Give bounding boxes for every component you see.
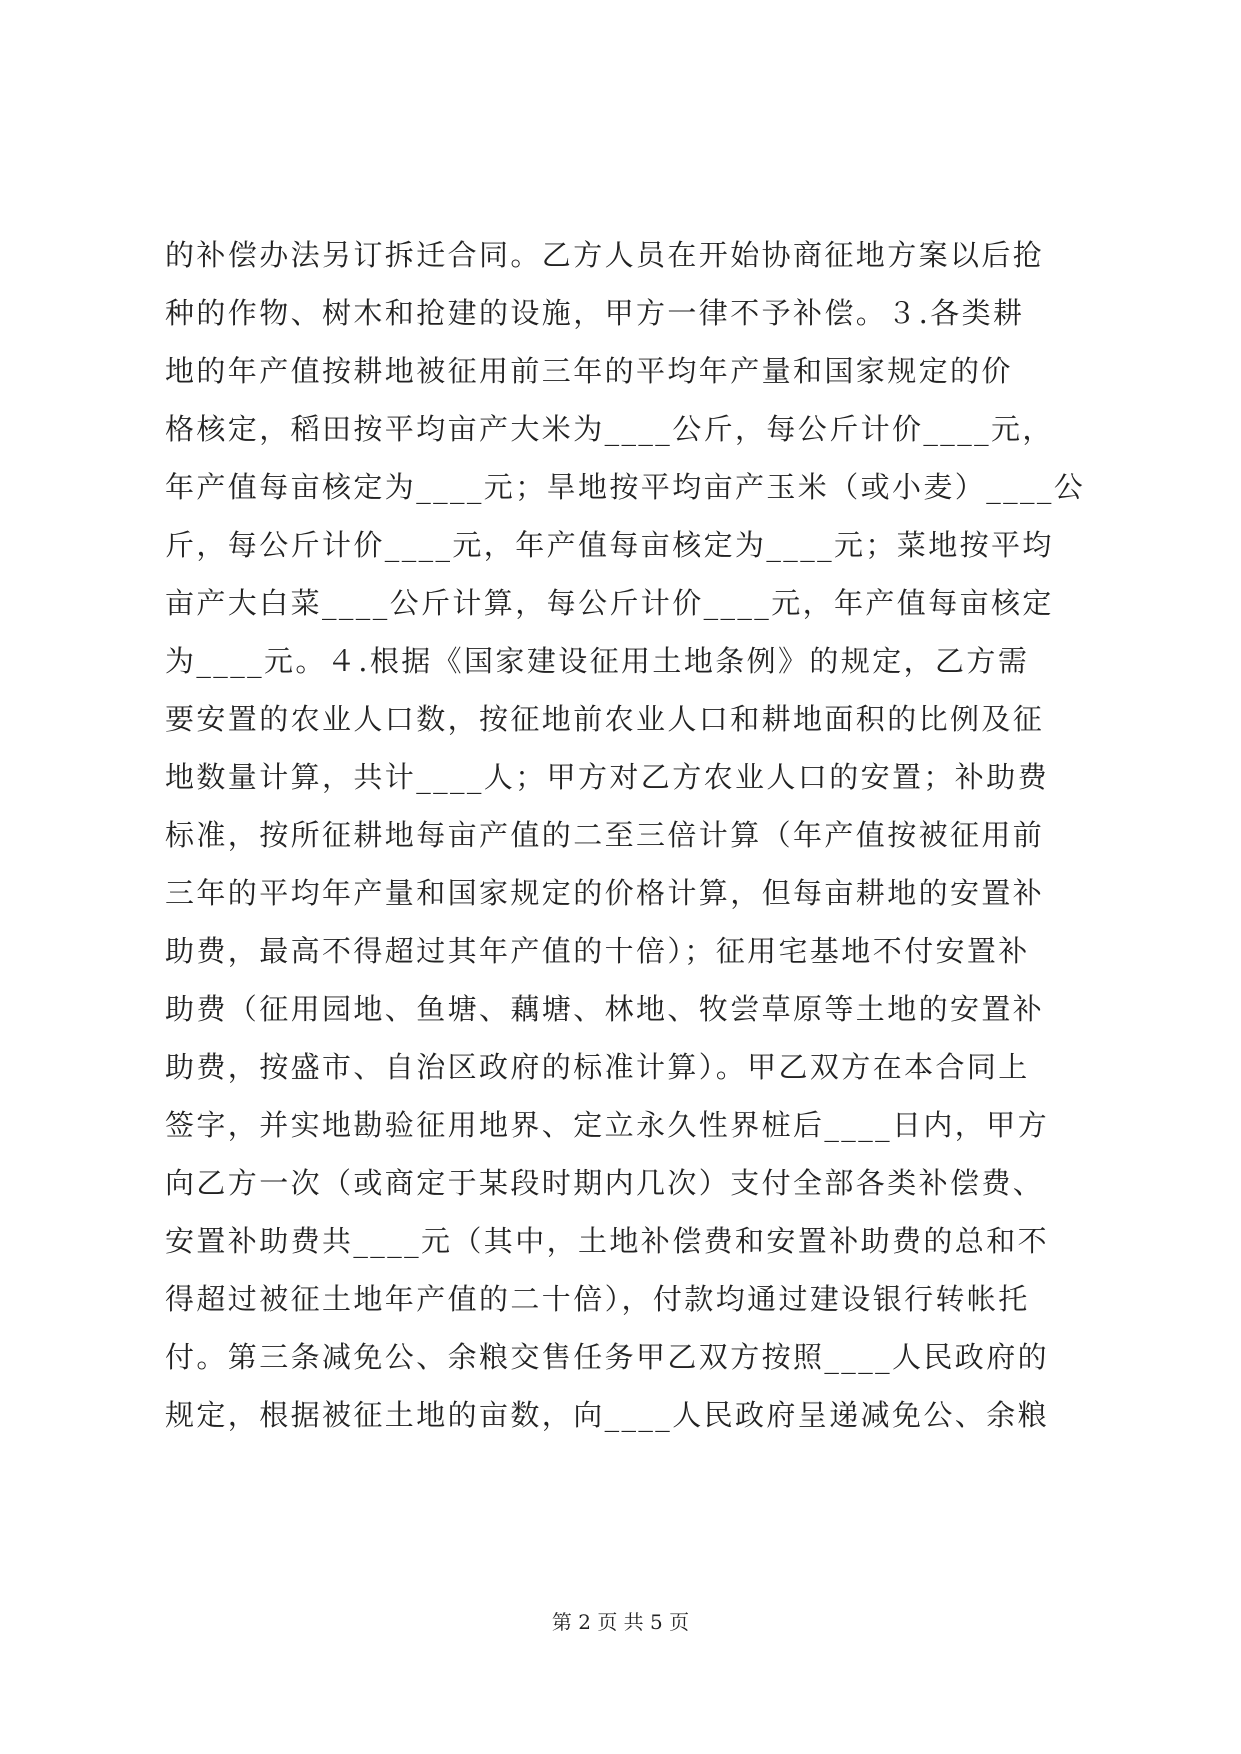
text-line: 助费（征用园地、鱼塘、藕塘、林地、牧尝草原等土地的安置补 xyxy=(165,992,1045,1026)
text-line: 安置补助费共____元（其中，土地补偿费和安置补助费的总和不 xyxy=(165,1224,1050,1258)
text-line: 为____元。４.根据《国家建设征用土地条例》的规定，乙方需 xyxy=(165,644,1030,678)
text-line: 向乙方一次（或商定于某段时期内几次）支付全部各类补偿费、 xyxy=(165,1166,1045,1200)
text-line: 地的年产值按耕地被征用前三年的平均年产量和国家规定的价 xyxy=(165,354,1013,388)
text-line: 签字，并实地勘验征用地界、定立永久性界桩后____日内，甲方 xyxy=(165,1108,1050,1142)
text-line: 年产值每亩核定为____元；旱地按平均亩产玉米（或小麦）____公 xyxy=(165,470,1085,504)
text-line: 助费，最高不得超过其年产值的十倍）；征用宅基地不付安置补 xyxy=(165,934,1030,968)
text-line: 要安置的农业人口数，按征地前农业人口和耕地面积的比例及征 xyxy=(165,702,1045,736)
document-body xyxy=(165,226,1085,1444)
text-line: 的补偿办法另订拆迁合同。乙方人员在开始协商征地方案以后抢 xyxy=(165,238,1045,272)
text-line: 规定，根据被征土地的亩数，向____人民政府呈递减免公、余粮 xyxy=(165,1398,1050,1432)
text-line: 地数量计算，共计____人；甲方对乙方农业人口的安置；补助费 xyxy=(165,760,1050,794)
text-line: 助费，按盛市、自治区政府的标准计算）。甲乙双方在本合同上 xyxy=(165,1050,1030,1084)
text-line: 得超过被征土地年产值的二十倍），付款均通过建设银行转帐托 xyxy=(165,1282,1030,1316)
text-line: 种的作物、树木和抢建的设施，甲方一律不予补偿。３.各类耕 xyxy=(165,296,1025,330)
text-line: 亩产大白菜____公斤计算，每公斤计价____元，年产值每亩核定 xyxy=(165,586,1054,620)
text-line: 付。第三条减免公、余粮交售任务甲乙双方按照____人民政府的 xyxy=(165,1340,1050,1374)
text-line: 标准，按所征耕地每亩产值的二至三倍计算（年产值按被征用前 xyxy=(165,818,1045,852)
page-number-footer: 第 2 页 共 5 页 xyxy=(551,1610,690,1634)
text-line: 格核定，稻田按平均亩产大米为____公斤，每公斤计价____元， xyxy=(165,412,1054,446)
text-line: 三年的平均年产量和国家规定的价格计算，但每亩耕地的安置补 xyxy=(165,876,1045,910)
text-line: 斤，每公斤计价____元，年产值每亩核定为____元；菜地按平均 xyxy=(165,528,1054,562)
